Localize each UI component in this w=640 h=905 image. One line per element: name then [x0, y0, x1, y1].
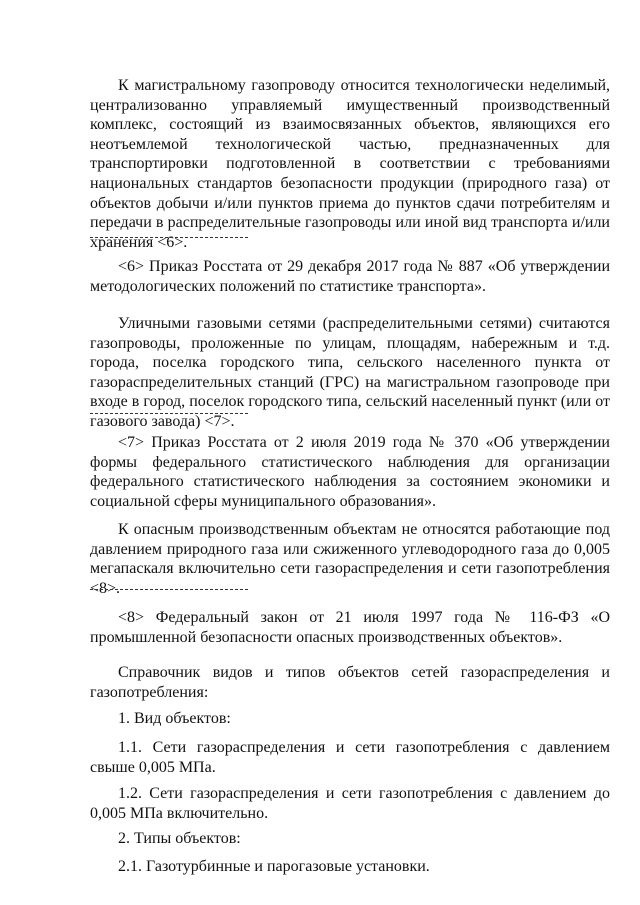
footnote-separator	[90, 237, 248, 238]
paragraph-hazardous-objects: К опасным производственным объектам не относятся работающие под давлением природного газа или сжиженного углеводородного газа до 0,005 мегапаскаля включительно сети газораспределения и сети газопотребления <8>.	[90, 521, 610, 597]
footnote-separator	[90, 589, 248, 590]
footnote-separator	[90, 413, 248, 414]
footnote-7: <7> Приказ Росстата от 2 июля 2019 года № 370 «Об утверждении формы федерального статистического наблюдения для организации федерального статистического наблюдения за состоянием экономики и социальной сферы муниципального образования».	[90, 434, 610, 510]
list-item-1-2: 1.2. Сети газораспределения и сети газопотребления с давлением до 0,005 МПа включительно.	[90, 785, 610, 822]
paragraph-street-gas-networks: Уличными газовыми сетями (распределительными сетями) считаются газопроводы, проложенные по улицам, площадям, набережным и т.д. города, поселка городского типа, сельского населенного пункта от газораспределительных станций (ГРС) на магистральном газопроводе при входе в город, поселок городского типа, сельский населенный пункт (или от газового завода) <7>.	[90, 315, 610, 430]
list-item-object-types: 2. Типы объектов:	[118, 830, 241, 847]
footnote-8: <8> Федеральный закон от 21 июля 1997 года № 116-ФЗ «О промышленной безопасности опасных производственных объектов».	[90, 609, 610, 646]
list-item-1-1: 1.1. Сети газораспределения и сети газопотребления с давлением свыше 0,005 МПа.	[90, 739, 610, 776]
list-item-object-kind: 1. Вид объектов:	[118, 710, 231, 727]
footnote-6: <6> Приказ Росстата от 29 декабря 2017 года № 887 «Об утверждении методологических положений по статистике транспорта».	[90, 258, 610, 295]
list-item-2-1: 2.1. Газотурбинные и парогазовые установки.	[118, 858, 430, 875]
paragraph-reference-heading: Справочник видов и типов объектов сетей газораспределения и газопотребления:	[90, 664, 610, 701]
paragraph-main-gas-pipeline: К магистральному газопроводу относится технологически неделимый, централизованно управляемый имущественный производственный комплекс, состоящий из взаимосвязанных объектов, являющихся его неотъемлемой технологической частью, предназначенных для транспортировки подготовленной в соответствии с требованиями национальных стандартов безопасности продукции (природного газа) от объектов добычи и/или пунктов приема до пунктов сдачи потребителям и передачи в распределительные газопроводы или иной вид транспорта и/или хранения <6>.	[90, 77, 610, 251]
